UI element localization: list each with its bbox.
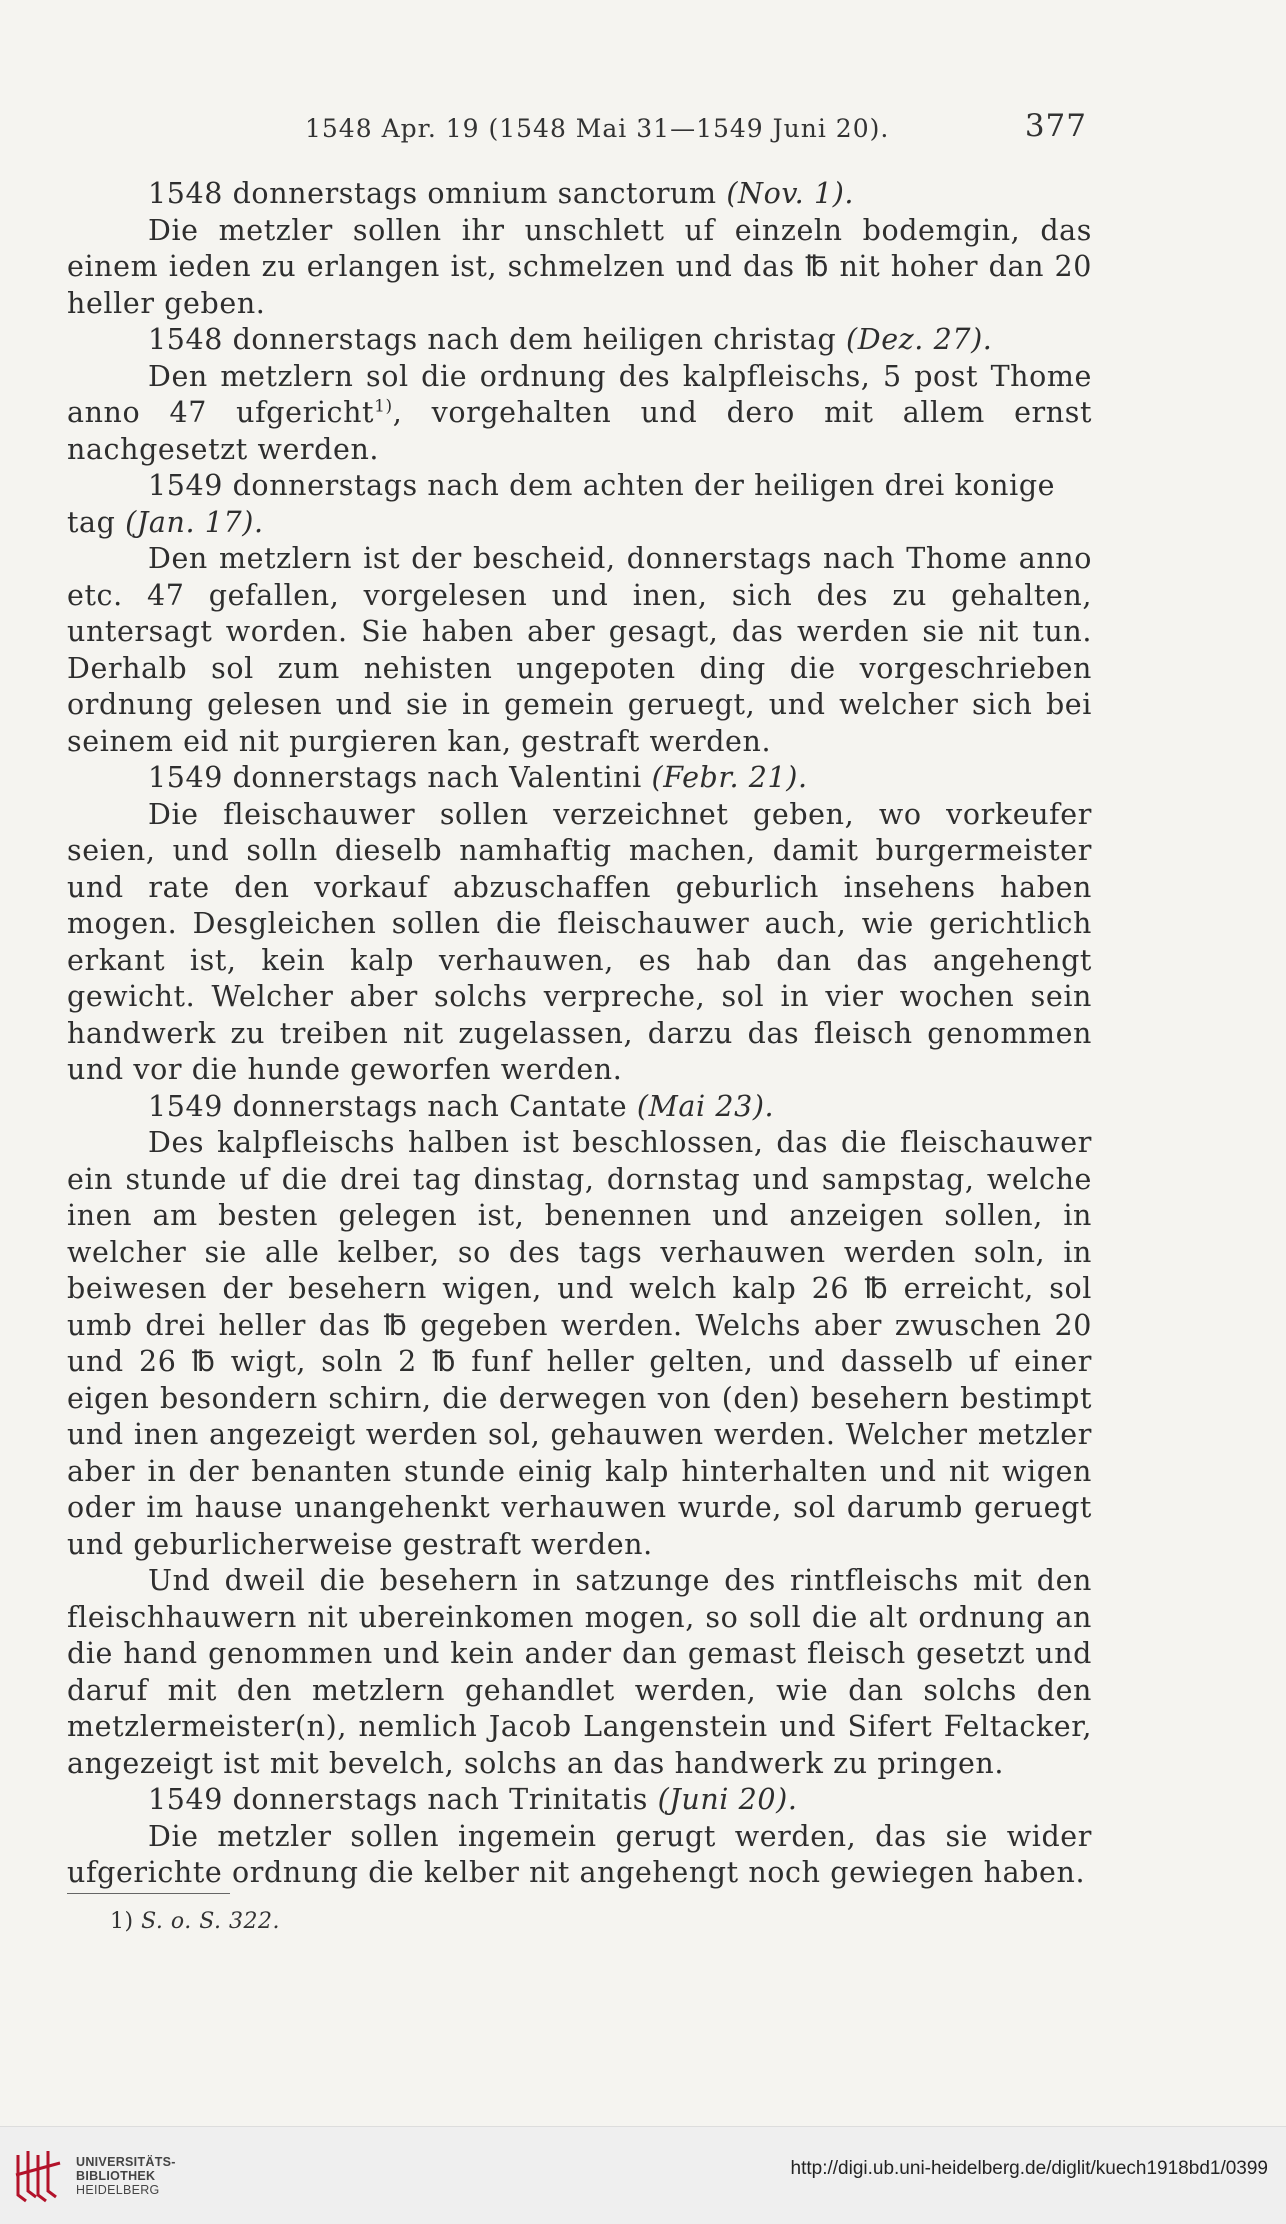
entry-date: 1549 donnerstags nach Trinitatis (Juni 20).	[148, 1783, 798, 1816]
permalink-url[interactable]: http://digi.ub.uni-heidelberg.de/diglit/kuech1918bd1/0399	[790, 2158, 1268, 2179]
viewer-footer	[0, 2126, 1286, 2224]
library-name: UNIVERSITÄTS- BIBLIOTHEK HEIDELBERG	[76, 2155, 176, 2197]
entry-date: 1549 donnerstags nach Valentini (Febr. 21).	[148, 761, 808, 794]
entry-paragraph: Den metzlern ist der bescheid, donnerstags nach Thome anno etc. 47 gefallen, vorgelesen und inen, sich des zu gehalten, untersagt worden. Sie haben aber gesagt, das werden sie nit tun. Derhalb sol zum nehisten ungepoten ding die vorgeschrieben ordnung gelesen und sie in gemein geruegt, und welcher sich bei seinem eid nit purgieren kan, gestraft werden.	[67, 542, 1092, 758]
entry-paragraph: Und dweil die besehern in satzunge des rintfleischs mit den fleischhauwern nit ubereinkomen mogen, so soll die alt ordnung an die hand genommen und kein ander dan gemast fleisch gesetzt und daruf mit den metzlern gehandlet werden, wie dan solchs den metzlermeister(n), nemlich Jacob Langenstein und Sifert Feltacker, angezeigt ist mit bevelch, solchs an das handwerk zu pringen.	[67, 1564, 1092, 1780]
footnote-text: S. o. S. 322.	[141, 1909, 280, 1934]
entry-date: 1549 donnerstags nach dem achten der heiligen drei konige tag (Jan. 17).	[67, 469, 1056, 539]
entry-date: 1549 donnerstags nach Cantate (Mai 23).	[148, 1089, 775, 1123]
entry-paragraph: Die metzler sollen ihr unschlett uf einzeln bodemgin, das einem ieden zu erlangen ist, schmelzen und das ℔ nit hoher dan 20 heller geben.	[67, 213, 1092, 320]
entry-date: 1548 donnerstags omnium sanctorum (Nov. 1).	[148, 177, 855, 210]
footnote-marker: 1)	[110, 1909, 134, 1934]
page-number: 377	[1024, 108, 1087, 144]
entry-paragraph: Den metzlern sol die ordnung des kalpfleischs, 5 post Thome anno 47 ufgericht$^{1)}$, vorgehalten und dero mit allem ernst nachgesetzt werden.	[67, 359, 1092, 466]
entry-date: 1548 donnerstags nach dem heiligen christag (Dez. 27).	[148, 323, 993, 356]
footnote	[110, 1909, 280, 1934]
entry-paragraph: Die metzler sollen ingemein gerugt werden, das sie wider ufgerichte ordnung die kelber nit angehengt noch gewiegen haben.	[67, 1819, 1092, 1889]
running-head-title: 1548 Apr. 19 (1548 Mai 31—1549 Juni 20).	[305, 114, 890, 143]
entry-paragraph: Des kalpfleischs halben ist beschlossen, das die fleischauwer ein stunde uf die drei tag dinstag, dornstag und sampstag, welche inen am besten gelegen ist, benennen und anzeigen sollen, in welcher sie alle kelber, so des tags verhauwen werden soln, in beiwesen der besehern wigen, und welch kalp 26 ℔ erreicht, sol umb drei heller das ℔ gegeben werden. Welchs aber zwuschen 20 und 26 ℔ wigt, soln 2 ℔ funf heller gelten, und dasselb uf einer eigen besondern schirn, die derwegen von (den) besehern bestimpt und inen angezeigt werden sol, gehauwen werden. Welcher metzler aber in der benanten stunde einig kalp hinterhalten und nit wigen oder im hause unangehenkt verhauwen wurde, sol darumb geruegt und geburlicherweise gestraft werden.	[67, 1126, 1092, 1561]
body-text	[67, 176, 1092, 1892]
footnote-reference[interactable]: 1)	[374, 396, 393, 417]
entry-paragraph: Die fleischauwer sollen verzeichnet geben, wo vorkeufer seien, und solln dieselb namhaftig machen, damit burgermeister und rate den vorkauf abzuschaffen geburlich insehens haben mogen. Desgleichen sollen die fleischauwer auch, wie gerichtlich erkant ist, kein kalp verhauwen, es hab dan das angehengt gewicht. Welcher aber solchs verpreche, sol in vier wochen sein handwerk zu treiben nit zugelassen, darzu das fleisch genommen und vor die hunde geworfen werden.	[67, 797, 1092, 1086]
university-logo-icon[interactable]	[12, 2145, 66, 2205]
footnote-divider	[67, 1893, 230, 1894]
